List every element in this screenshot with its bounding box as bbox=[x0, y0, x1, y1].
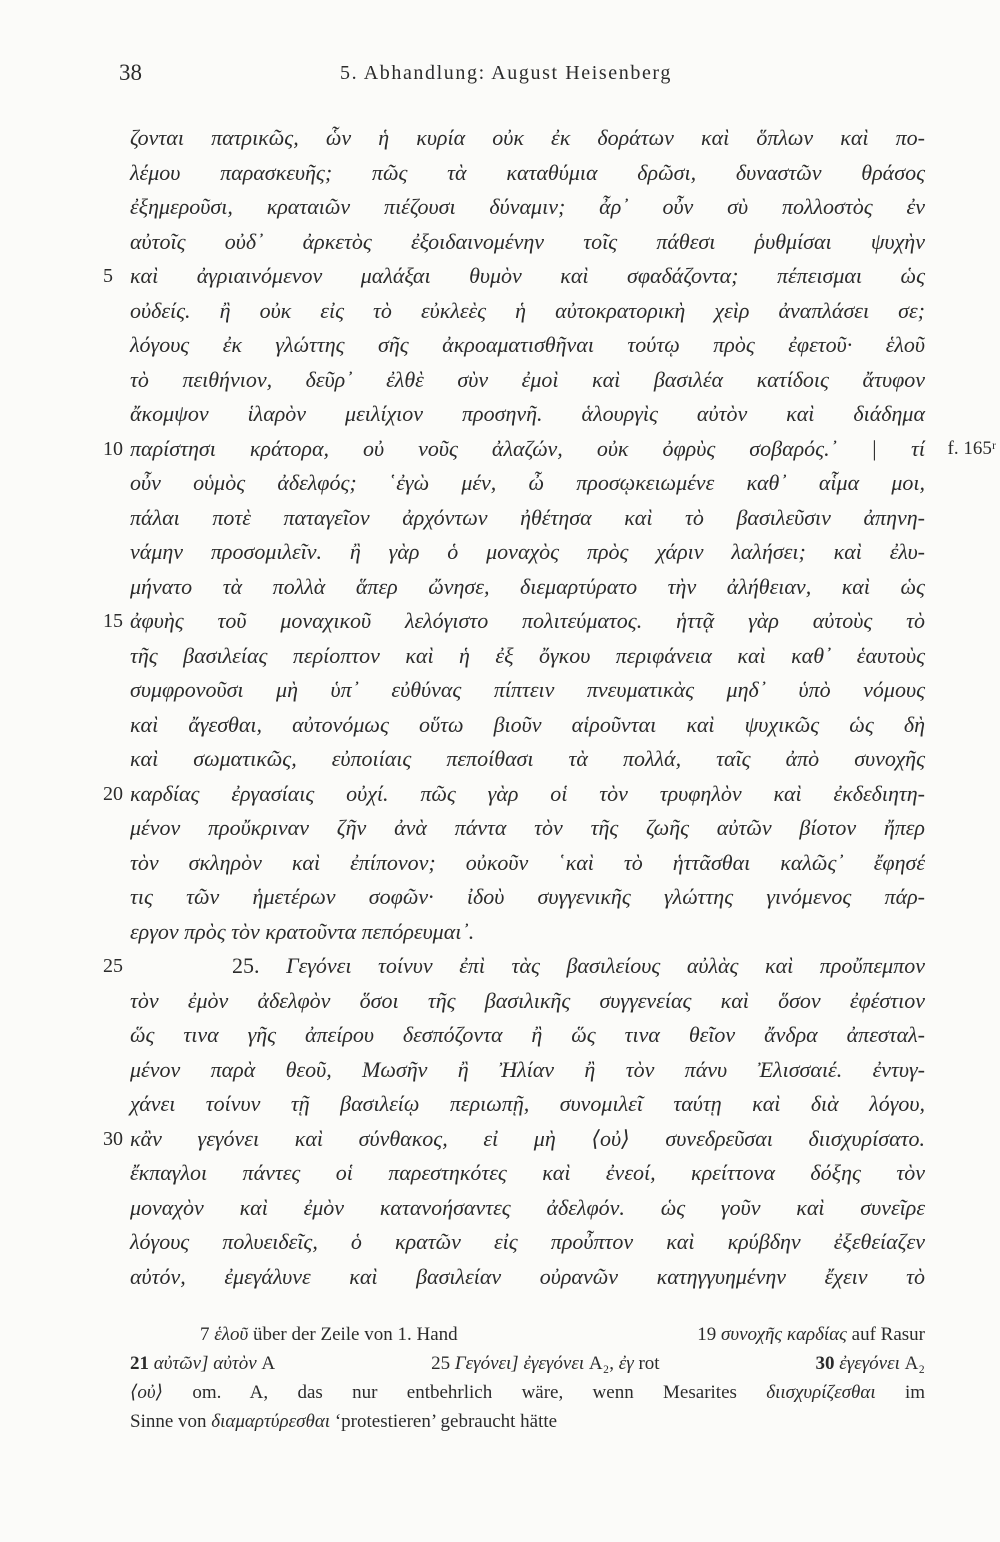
text-line bbox=[130, 156, 925, 191]
apparatus-entry bbox=[130, 1349, 275, 1378]
apparatus-entry bbox=[200, 1320, 458, 1349]
apparatus-greek-word: διισχυρίζεσθαι bbox=[766, 1382, 876, 1403]
page-number: 38 bbox=[119, 60, 142, 85]
line-text: αὐτοῖς οὐδ᾽ ἀρκετὸς ἐξοιδαινομένην τοῖς πάθεσι ῥυθμίσαι ψυχὴν bbox=[130, 228, 925, 254]
text-line bbox=[130, 570, 925, 605]
line-text: λόγους ἐκ γλώττης σῆς ἀκροαματισθῆναι τούτῳ πρὸς ἐφετοῦ· ἑλοῦ bbox=[130, 332, 925, 357]
text-line bbox=[130, 466, 925, 501]
line-text: ὥς τινα γῆς ἀπείρου δεσπόζοντα ἢ ὥς τινα θεῖον ἄνδρα ἀπεσταλ- bbox=[130, 1022, 925, 1047]
line-text: παρίστησι κράτορα, οὐ νοῦς ἀλαζών, οὐκ ὀφρὺς σοβαρός.᾽ | τί bbox=[130, 435, 925, 461]
line-text: τις τῶν ἡμετέρων σοφῶν· ἰδοὺ συγγενικῆς γλώττης γινόμενος πάρ- bbox=[130, 884, 925, 909]
line-text: μήνατο τὰ πολλὰ ἅπερ ὤνησε, διεμαρτύρατο τὴν ἀλήθειαν, καὶ ὡς bbox=[130, 573, 925, 599]
apparatus-lemma: Γεγόνει] ἐγεγόνει bbox=[454, 1353, 585, 1374]
text-line bbox=[130, 811, 925, 846]
apparatus-note: A₂, bbox=[588, 1353, 614, 1374]
main-text bbox=[103, 121, 996, 1294]
line-text: τὸν ἐμὸν ἀδελφὸν ὅσοι τῆς βασιλικῆς συγγενείας καὶ ὅσον ἐφέστιον bbox=[130, 987, 925, 1013]
text-line bbox=[130, 984, 925, 1019]
text-line bbox=[130, 880, 925, 915]
line-text: μοναχὸν καὶ ἐμὸν κατανοήσαντες ἀδελφόν. ὡς γοῦν καὶ συνεῖρε bbox=[130, 1194, 925, 1220]
text-line bbox=[103, 259, 925, 294]
line-text: οὖν οὑμὸς ἀδελφός; ῾ἐγὼ μέν, ὦ προσῳκειωμένε καθ᾽ αἷμα μοι, bbox=[130, 470, 925, 495]
line-text: καὶ ἀγριαινόμενον μαλάξαι θυμὸν καὶ σφαδάζοντα; πέπεισμαι ὡς bbox=[130, 263, 925, 288]
apparatus-entry bbox=[431, 1349, 659, 1378]
apparatus-row bbox=[130, 1378, 925, 1407]
text-line bbox=[130, 225, 925, 260]
section-number: 25. bbox=[232, 953, 260, 978]
line-text: κἂν γεγόνει καὶ σύνθακος, εἰ μὴ ⟨οὐ⟩ συνεδρεῦσαι διισχυρίσατο. bbox=[130, 1125, 925, 1151]
line-text: λέμου παρασκευῆς; πῶς τὰ καταθύμια δρῶσι, δυναστῶν θράσος bbox=[130, 159, 925, 185]
text-line bbox=[130, 1053, 925, 1088]
line-number: 10 bbox=[103, 437, 123, 460]
text-line bbox=[130, 1191, 925, 1226]
line-text: τὸν σκληρὸν καὶ ἐπίπονον; οὐκοῦν ῾καὶ τὸ ἡττᾶσθαι καλῶς᾽ ἔφησέ bbox=[130, 849, 925, 875]
apparatus-greek-word: διαμαρτύρεσθαι bbox=[211, 1411, 331, 1432]
text-line bbox=[103, 604, 925, 639]
running-head bbox=[0, 56, 1000, 90]
text-line bbox=[103, 432, 996, 467]
apparatus-note: im bbox=[904, 1382, 925, 1403]
text-line bbox=[130, 535, 925, 570]
text-line bbox=[130, 1156, 925, 1191]
text-line bbox=[130, 1087, 925, 1122]
apparatus-lemma: ἐγεγόνει bbox=[839, 1353, 900, 1374]
line-text: οὐδείς. ἢ οὐκ εἰς τὸ εὐκλεὲς ἡ αὐτοκρατορικὴ χεὶρ ἀναπλάσει σε; bbox=[130, 297, 925, 323]
line-text: ζονται πατρικῶς, ὧν ἡ κυρία οὐκ ἐκ δοράτων καὶ ὅπλων καὶ πο- bbox=[130, 125, 925, 150]
text-line bbox=[130, 121, 925, 156]
line-text: Γεγόνει τοίνυν ἐπὶ τὰς βασιλείους αὐλὰς καὶ προὔπεμπον bbox=[286, 953, 926, 978]
text-line bbox=[130, 742, 925, 777]
line-text: πάλαι ποτὲ παταγεῖον ἀρχόντων ἠθέτησα καὶ τὸ βασιλεῦσιν ἀπηνη- bbox=[130, 504, 925, 530]
text-line bbox=[130, 673, 925, 708]
line-text: νάμην προσομιλεῖν. ἢ γὰρ ὁ μοναχὸς πρὸς χάριν λαλήσει; καὶ ἐλυ- bbox=[130, 539, 925, 564]
line-number: 15 bbox=[103, 610, 123, 632]
running-title: 5. Abhandlung: August Heisenberg bbox=[340, 62, 672, 84]
critical-apparatus bbox=[130, 1320, 925, 1436]
line-text: καρδίας ἐργασίαις οὐχί. πῶς γὰρ οἱ τὸν τρυφηλὸν καὶ ἐκδεδιητη- bbox=[130, 780, 925, 806]
apparatus-note: Sinne von bbox=[130, 1411, 207, 1432]
line-text: ἔκπαγλοι πάντες οἱ παρεστηκότες καὶ ἐνεοί, κρείττονα δόξης τὸν bbox=[130, 1160, 925, 1185]
apparatus-note: rot bbox=[638, 1353, 660, 1374]
text-line bbox=[130, 501, 925, 536]
line-text: τὸ πειθήνιον, δεῦρ᾽ ἐλθὲ σὺν ἐμοὶ καὶ βασιλέα κατίδοις ἄτυφον bbox=[130, 366, 925, 392]
apparatus-lemma: συνοχῆς καρδίας bbox=[721, 1324, 847, 1345]
line-text: εργον πρὸς τὸν κρατοῦντα πεπόρευμαι᾽. bbox=[130, 918, 475, 944]
apparatus-note: ‘protestieren’ gebraucht hätte bbox=[334, 1411, 558, 1432]
apparatus-entry bbox=[697, 1320, 925, 1349]
apparatus-lemma: αὐτῶν] αὐτὸν bbox=[153, 1353, 257, 1374]
folio-margin-note: f. 165ʳ bbox=[947, 437, 996, 459]
text-line bbox=[130, 190, 925, 225]
line-text: καὶ σωματικῶς, εὐποιίαις πεποίθασι τὰ πολλά, ταῖς ἀπὸ συνοχῆς bbox=[130, 746, 925, 771]
apparatus-note: über der Zeile von 1. Hand bbox=[252, 1324, 458, 1345]
text-line bbox=[103, 949, 926, 984]
line-text: ἐξημεροῦσι, κραταιῶν πιέζουσι δύναμιν; ἆρ᾽ οὖν σὺ πολλοστὸς ἐν bbox=[130, 194, 925, 219]
apparatus-note: auf Rasur bbox=[851, 1324, 925, 1345]
apparatus-row bbox=[130, 1349, 925, 1378]
apparatus-lemma: ἑλοῦ bbox=[214, 1324, 249, 1345]
apparatus-row bbox=[130, 1407, 925, 1436]
line-text: ἀφυὴς τοῦ μοναχικοῦ λελόγιστο πολιτεύματος. ἡττᾷ γὰρ αὐτοὺς τὸ bbox=[130, 608, 925, 633]
line-text: χάνει τοίνυν τῇ βασιλείῳ περιωπῇ, συνομιλεῖ ταύτῃ καὶ διὰ λόγου, bbox=[130, 1091, 925, 1116]
line-text: αὐτόν, ἐμεγάλυνε καὶ βασιλείαν οὐρανῶν κατηγγυημένην ἔχειν τὸ bbox=[130, 1263, 925, 1289]
text-line bbox=[103, 777, 925, 812]
text-line bbox=[130, 846, 925, 881]
text-line bbox=[130, 915, 925, 950]
text-line bbox=[130, 363, 925, 398]
text-line bbox=[130, 397, 925, 432]
apparatus-line-ref: 19 bbox=[697, 1324, 717, 1345]
text-line bbox=[130, 639, 925, 674]
text-line bbox=[103, 1122, 925, 1157]
apparatus-entry bbox=[815, 1349, 925, 1378]
apparatus-line-ref: 25 bbox=[431, 1353, 451, 1374]
line-text: λόγους πολυειδεῖς, ὁ κρατῶν εἰς προὖπτον καὶ κρύβδην ἐξεθείαζεν bbox=[130, 1229, 925, 1254]
line-number: 5 bbox=[103, 265, 113, 287]
line-text: καὶ ἄγεσθαι, αὐτονόμως οὕτω βιοῦν αἱροῦνται καὶ ψυχικῶς ὡς δὴ bbox=[130, 711, 925, 737]
line-text: ἄκομψον ἱλαρὸν μειλίχιον προσηνῆ. ἁλουργὶς αὐτὸν καὶ διάδημα bbox=[130, 401, 925, 426]
text-line bbox=[130, 328, 925, 363]
line-number: 25 bbox=[103, 955, 123, 977]
apparatus-row bbox=[130, 1320, 925, 1349]
line-number: 30 bbox=[103, 1127, 123, 1150]
text-line bbox=[130, 1225, 925, 1260]
text-line bbox=[130, 1018, 925, 1053]
apparatus-line-ref: 7 bbox=[200, 1324, 210, 1345]
line-text: μένον προὔκριναν ζῆν ἀνὰ πάντα τὸν τῆς ζωῆς αὐτῶν βίοτον ἤπερ bbox=[130, 815, 925, 840]
line-text: τῆς βασιλείας περίοπτον καὶ ἡ ἐξ ὄγκου περιφάνεια καὶ καθ᾽ ἑαυτοὺς bbox=[130, 642, 925, 668]
line-text: μένον παρὰ θεοῦ, Μωσῆν ἢ Ἠλίαν ἢ τὸν πάνυ Ἐλισσαιέ. ἐντυγ- bbox=[130, 1056, 925, 1082]
apparatus-note: A bbox=[261, 1353, 276, 1374]
apparatus-line-ref: 21 bbox=[130, 1353, 149, 1374]
line-number: 20 bbox=[103, 782, 123, 805]
apparatus-line-ref: 30 bbox=[815, 1353, 835, 1374]
apparatus-variant: ἐγ bbox=[618, 1353, 634, 1374]
text-line bbox=[130, 708, 925, 743]
text-line bbox=[130, 1260, 925, 1295]
line-text: συμφρονοῦσι μὴ ὑπ᾽ εὐθύνας πίπτειν πνευματικὰς μηδ᾽ ὑπὸ νόμους bbox=[130, 677, 925, 702]
apparatus-lemma: ⟨οὐ⟩ bbox=[130, 1382, 164, 1403]
text-line bbox=[130, 294, 925, 329]
apparatus-note: A₂ bbox=[904, 1353, 925, 1374]
apparatus-note: om. A, das nur entbehrlich wäre, wenn Mesarites bbox=[192, 1382, 737, 1403]
